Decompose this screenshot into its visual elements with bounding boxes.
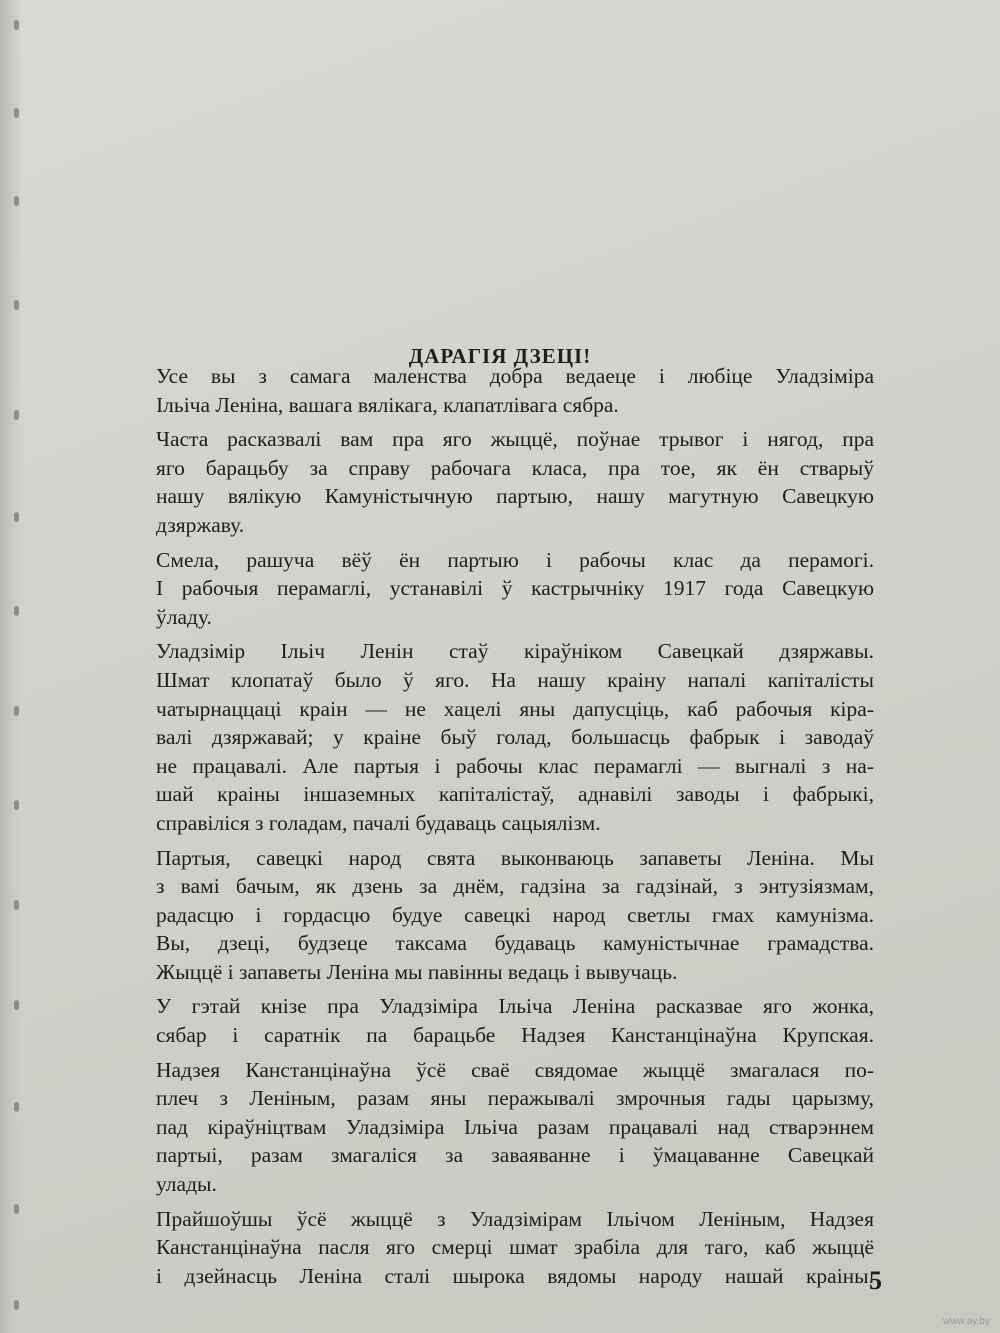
binding-stitch xyxy=(14,512,19,522)
text-line: Ільіча Леніна, вашага вялікага, клапатлівага сябра. xyxy=(156,392,619,417)
paragraph xyxy=(118,1205,874,1291)
paragraph xyxy=(118,637,874,837)
text-line: нашу вялікую Камуністычную партыю, нашу магутную Савецкую xyxy=(156,484,874,509)
text-line: партыі, разам змагаліся за заваяванне і ўмацаванне Савецкай xyxy=(156,1143,874,1168)
text-line: сябар і саратнік па барацьбе Надзея Канстанцінаўна Крупская. xyxy=(156,1023,874,1048)
binding-stitch xyxy=(14,108,19,118)
binding-stitch xyxy=(14,900,19,910)
binding-stitch xyxy=(14,1300,19,1310)
paragraph xyxy=(118,425,874,539)
text-line: шай краіны іншаземных капіталістаў, аднавілі заводы і фабрыкі, xyxy=(156,782,874,807)
binding-stitch xyxy=(14,300,19,310)
paragraph xyxy=(118,546,874,632)
text-line: Вы, дзеці, будзеце таксама будаваць камуністычнае грамадства. xyxy=(156,931,874,956)
text-line: Надзея Канстанцінаўна ўсё сваё свядомае жыццё змагалася по- xyxy=(156,1057,874,1082)
text-line: Партыя, савецкі народ свята выконваюць запаветы Леніна. Мы xyxy=(156,845,874,870)
text-line: пад кіраўніцтвам Уладзіміра Ільіча разам працавалі над стварэннем xyxy=(156,1114,874,1139)
text-line: Шмат клопатаў было ў яго. На нашу краіну напалі капіталісты xyxy=(156,667,874,692)
page-binding xyxy=(0,0,22,1333)
binding-stitch xyxy=(14,1204,19,1214)
text-line: дзяржаву. xyxy=(156,512,245,537)
text-line: Канстанцінаўна пасля яго смерці шмат зрабіла для таго, каб жыццё xyxy=(156,1235,874,1260)
page-number: 5 xyxy=(869,1266,882,1295)
text-line: Смела, рашуча вёў ён партыю і рабочы клас да перамогі. xyxy=(156,547,874,572)
binding-stitch xyxy=(14,606,19,616)
text-line: радасцю і гордасцю будуе савецкі народ светлы гмах камунізма. xyxy=(156,902,874,927)
paragraph xyxy=(118,1056,874,1199)
watermark: www.ay.by xyxy=(942,1316,990,1327)
binding-stitch xyxy=(14,706,19,716)
text-line: ўладу. xyxy=(156,604,212,629)
text-line: плеч з Леніным, разам яны перажывалі змрочныя гады царызму, xyxy=(156,1086,874,1111)
paragraph xyxy=(118,362,874,419)
text-line: Жыццё і запаветы Леніна мы павінны ведаць і вывучаць. xyxy=(156,959,678,984)
text-line: з вамі бачым, як дзень за днём, гадзіна за гадзінай, з энтузіязмам, xyxy=(156,874,874,899)
text-line: і дзейнасць Леніна сталі шырока вядомы народу нашай краіны. xyxy=(156,1263,874,1288)
text-line: чатырнаццаці краін — не хацелі яны дапусціць, каб рабочыя кіра- xyxy=(156,696,874,721)
binding-stitch xyxy=(14,20,19,30)
text-line: не працавалі. Але партыя і рабочы клас перамаглі — выгналі з на- xyxy=(156,753,874,778)
binding-stitch xyxy=(14,1102,19,1112)
text-line: Уладзімір Ільіч Ленін стаў кіраўніком Савецкай дзяржавы. xyxy=(156,639,874,664)
text-line: Прайшоўшы ўсё жыццё з Уладзімірам Ільічом Леніным, Надзея xyxy=(156,1206,874,1231)
text-line: валі дзяржавай; у краіне быў голад, большасць фабрык і заводаў xyxy=(156,725,874,750)
text-line: У гэтай кнізе пра Уладзіміра Ільіча Леніна расказвае яго жонка, xyxy=(156,994,874,1019)
body-text xyxy=(118,362,874,1296)
paragraph xyxy=(118,992,874,1049)
text-line: улады. xyxy=(156,1172,217,1197)
text-line: справіліся з голадам, пачалі будаваць сацыялізм. xyxy=(156,810,601,835)
paragraph xyxy=(118,844,874,987)
page-title: ДАРАГІЯ ДЗЕЦІ! xyxy=(408,344,592,368)
binding-stitch xyxy=(14,196,19,206)
binding-stitch xyxy=(14,1000,19,1010)
binding-stitch xyxy=(14,800,19,810)
text-line: яго барацьбу за справу рабочага класа, пра тое, як ён стварыў xyxy=(156,455,874,480)
binding-stitch xyxy=(14,410,19,420)
text-line: Часта расказвалі вам пра яго жыццё, поўнае трывог і нягод, пра xyxy=(156,427,874,452)
text-line: Усе вы з самага маленства добра ведаеце і любіце Уладзіміра xyxy=(156,364,874,388)
text-line: І рабочыя перамаглі, устанавілі ў кастрычніку 1917 года Савецкую xyxy=(156,576,874,601)
